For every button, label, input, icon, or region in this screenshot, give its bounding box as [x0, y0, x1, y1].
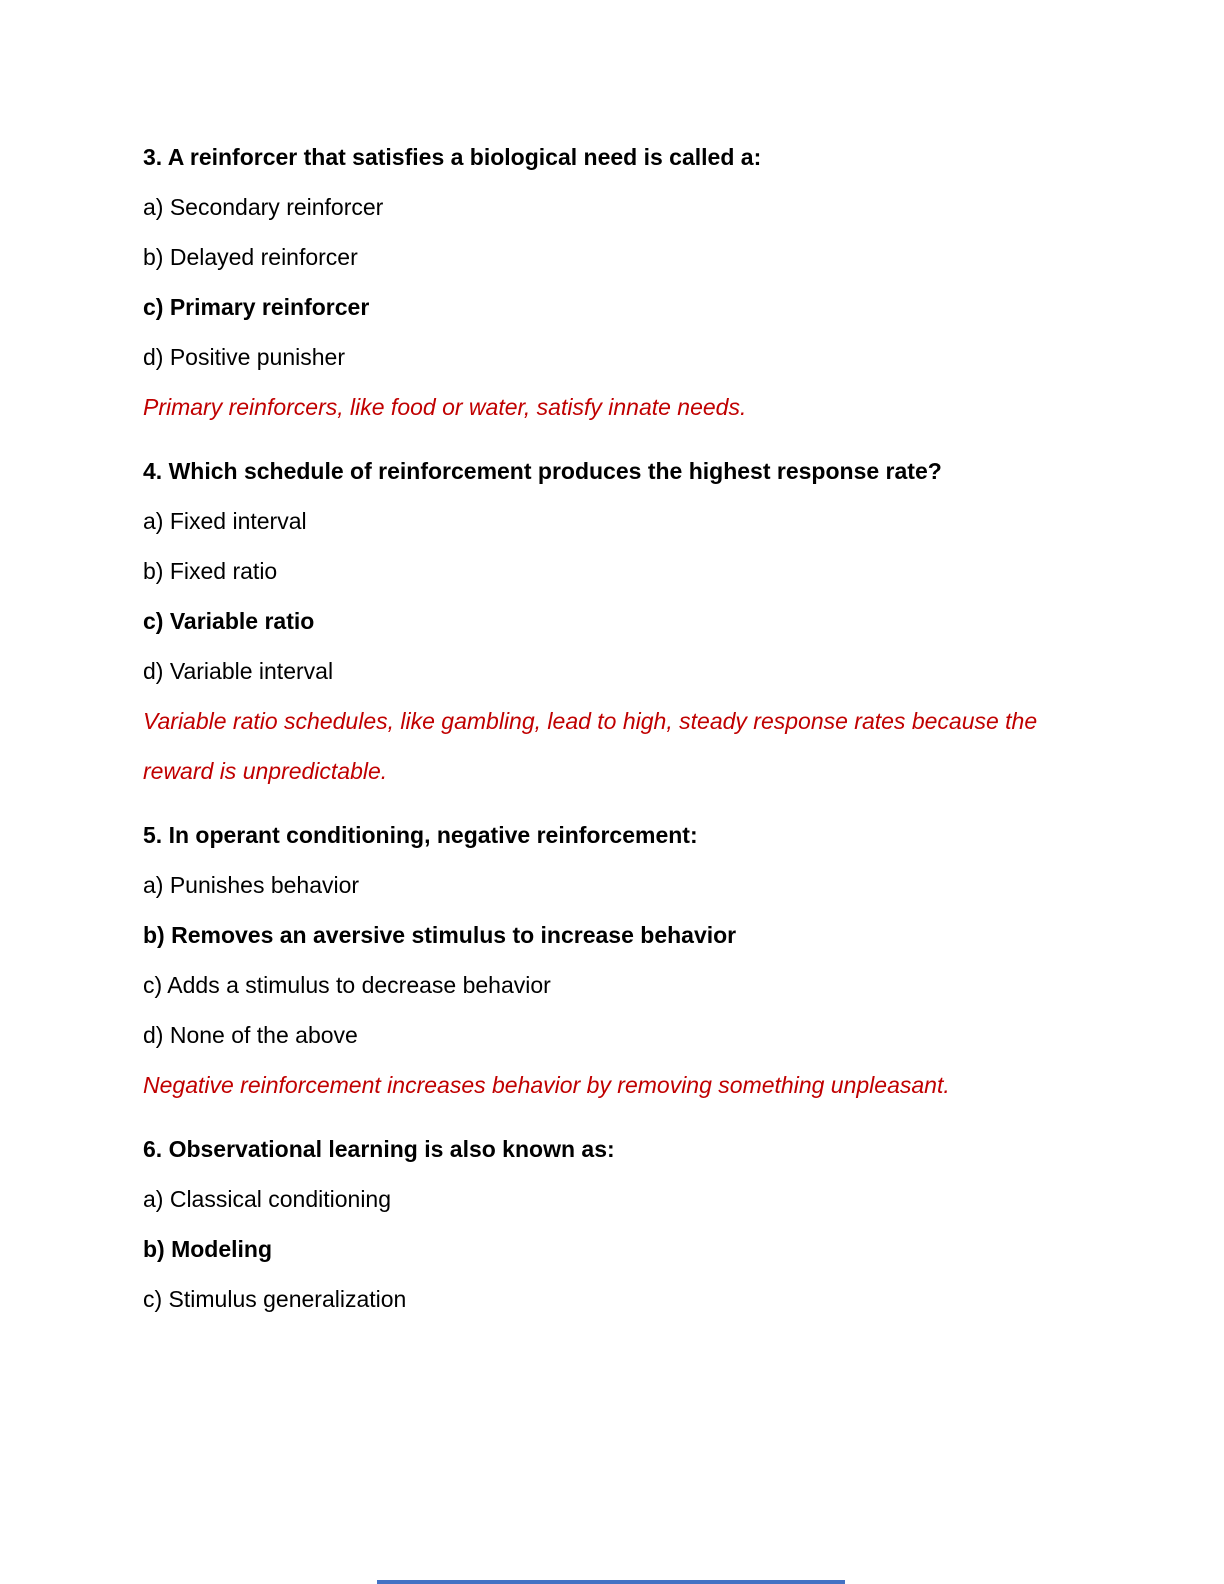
- answer-option: d) Positive punisher: [143, 344, 345, 370]
- answer-option: c) Adds a stimulus to decrease behavior: [143, 972, 551, 998]
- question-title: 5. In operant conditioning, negative reinforcement:: [143, 822, 698, 848]
- answer-option-correct: c) Variable ratio: [143, 608, 315, 634]
- answer-option: a) Punishes behavior: [143, 872, 360, 898]
- answer-explanation: Primary reinforcers, like food or water, satisfy innate needs.: [143, 394, 747, 420]
- question-block-3: [143, 132, 1083, 432]
- footer-divider: [377, 1580, 845, 1584]
- question-block-4: [143, 446, 1083, 796]
- answer-option: a) Classical conditioning: [143, 1186, 392, 1212]
- answer-option: a) Fixed interval: [143, 508, 307, 534]
- answer-option: c) Stimulus generalization: [143, 1286, 407, 1312]
- answer-option: d) None of the above: [143, 1022, 358, 1048]
- question-title: 6. Observational learning is also known as:: [143, 1136, 615, 1162]
- answer-option-correct: c) Primary reinforcer: [143, 294, 370, 320]
- question-block-6: [143, 1124, 1083, 1324]
- answer-option: d) Variable interval: [143, 658, 334, 684]
- answer-option: b) Delayed reinforcer: [143, 244, 358, 270]
- answer-option-correct: b) Modeling: [143, 1236, 273, 1262]
- answer-explanation: Variable ratio schedules, like gambling, lead to high, steady response rates because the reward is unpredictable.: [143, 708, 1038, 784]
- question-title: 3. A reinforcer that satisfies a biological need is called a:: [143, 144, 762, 170]
- quiz-content: [143, 132, 1083, 1338]
- question-block-5: [143, 810, 1083, 1110]
- answer-option: b) Fixed ratio: [143, 558, 278, 584]
- answer-option: a) Secondary reinforcer: [143, 194, 384, 220]
- answer-option-correct: b) Removes an aversive stimulus to increase behavior: [143, 922, 737, 948]
- question-title: 4. Which schedule of reinforcement produces the highest response rate?: [143, 458, 942, 484]
- answer-explanation: Negative reinforcement increases behavior by removing something unpleasant.: [143, 1072, 950, 1098]
